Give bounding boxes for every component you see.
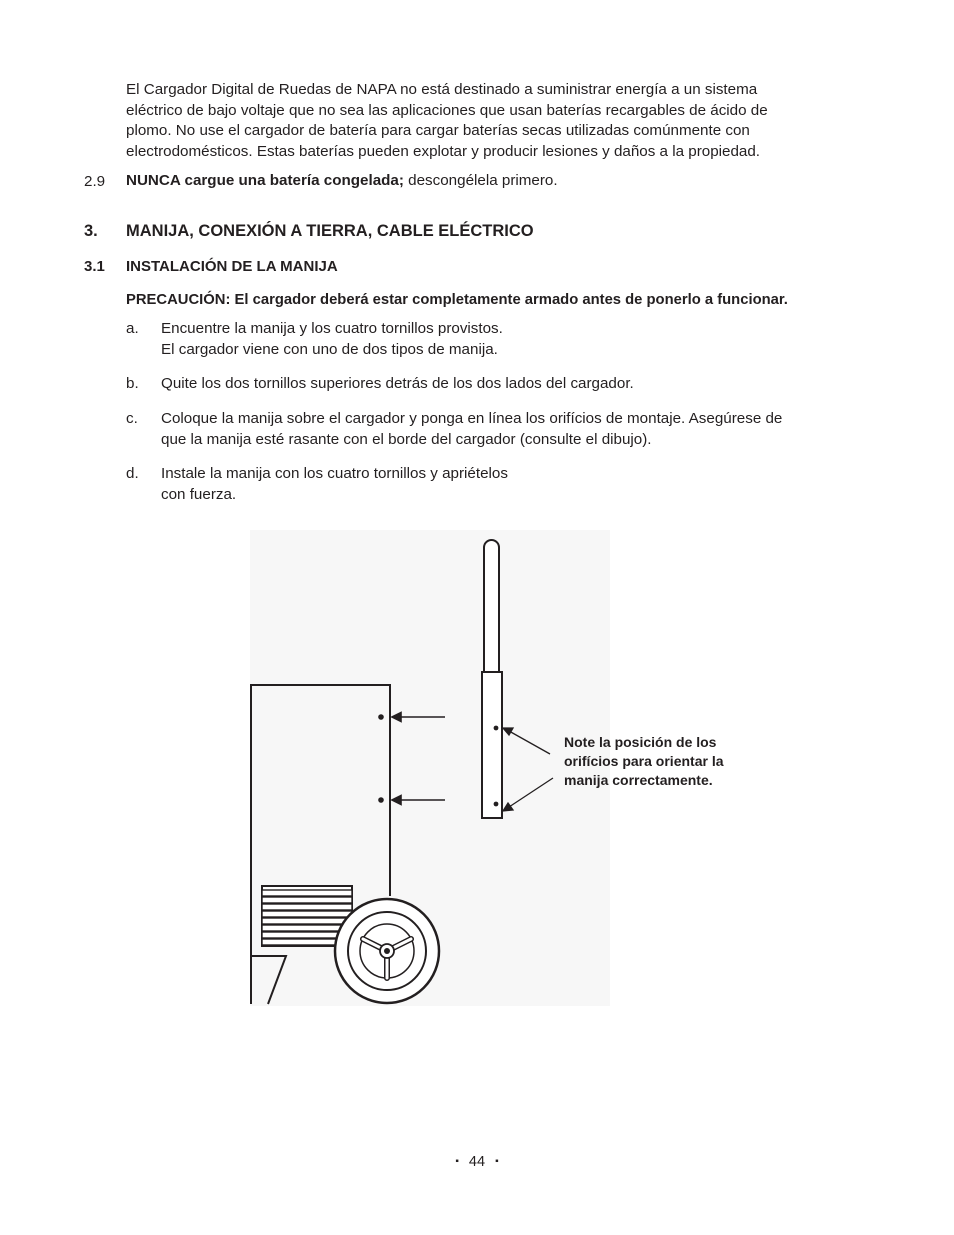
note-line: orifícios para orientar la xyxy=(564,753,724,769)
item-number: 2.9 xyxy=(84,173,106,190)
step-line: Encuentre la manija y los cuatro tornillos provistos. xyxy=(161,320,503,337)
intro-line: electrodomésticos. Estas baterías pueden explotar y producir lesiones y daños a la propiedad. xyxy=(126,142,761,160)
subsection-number: 3.1 xyxy=(84,258,105,275)
wheel xyxy=(335,899,439,1003)
figure-note xyxy=(564,733,764,790)
charger-handle-figure xyxy=(250,530,724,1006)
step-line: con fuerza. xyxy=(161,485,237,503)
step-a-text xyxy=(161,319,503,360)
step-b-text xyxy=(161,374,634,395)
intro-line: eléctrico de bajo voltaje que no sea las aplicaciones que usan baterías recargables de ácido de xyxy=(126,101,768,119)
subsection-title: INSTALACIÓN DE LA MANIJA xyxy=(126,258,338,275)
page-number: 44 xyxy=(468,1154,486,1170)
step-letter: a. xyxy=(126,320,139,337)
item-2-9-text xyxy=(126,171,558,192)
section-title: MANIJA, CONEXIÓN A TIERRA, CABLE ELÉCTRICO xyxy=(126,222,534,240)
intro-line: El Cargador Digital de Ruedas de NAPA no está destinado a suministrar energía a un sistema xyxy=(126,81,758,98)
handle xyxy=(482,540,502,818)
step-line: El cargador viene con uno de dos tipos de manija. xyxy=(161,340,498,358)
intro-paragraph xyxy=(126,80,886,162)
note-line: manija correctamente. xyxy=(564,772,713,788)
caution-text: PRECAUCIÓN: El cargador deberá estar completamente armado antes de ponerlo a funcionar. xyxy=(126,292,788,308)
mount-hole xyxy=(378,797,384,803)
handle-hole xyxy=(494,726,499,731)
step-line: Coloque la manija sobre el cargador y ponga en línea los orifícios de montaje. Asegúrese de xyxy=(161,410,783,427)
charger-handle-drawing xyxy=(250,530,610,1006)
mount-hole xyxy=(378,714,384,720)
page-footer xyxy=(0,1154,954,1170)
step-line: Quite los dos tornillos superiores detrás de los dos lados del cargador. xyxy=(161,375,634,392)
handle-hole xyxy=(494,802,499,807)
footer-bullet: ▪ xyxy=(495,1156,499,1167)
step-d-text xyxy=(161,464,508,505)
item-2-9-bold: NUNCA cargue una batería congelada; xyxy=(126,172,404,189)
note-line: Note la posición de los xyxy=(564,734,717,750)
section-number: 3. xyxy=(84,222,98,240)
intro-line: plomo. No use el cargador de batería para cargar baterías secas utilizadas comúnmente con xyxy=(126,122,750,140)
step-letter: d. xyxy=(126,465,139,482)
step-line: Instale la manija con los cuatro tornillos y apriételos xyxy=(161,465,508,482)
step-line: que la manija esté rasante con el borde del cargador (consulte el dibujo). xyxy=(161,430,652,448)
step-letter: b. xyxy=(126,375,139,392)
step-c-text xyxy=(161,409,881,450)
step-letter: c. xyxy=(126,410,138,427)
footer-bullet: ▪ xyxy=(455,1156,459,1167)
item-2-9-rest: descongélela primero. xyxy=(403,172,558,189)
